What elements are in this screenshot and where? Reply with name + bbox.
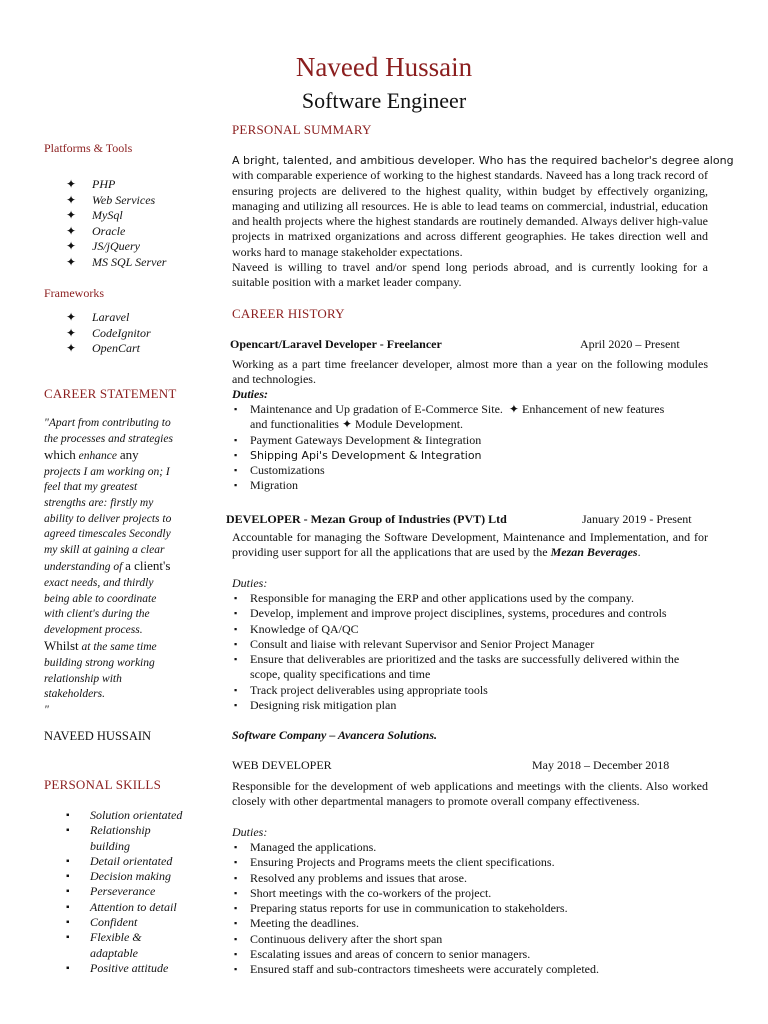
job3-date: May 2018 – December 2018 [532, 758, 670, 772]
platforms-list [66, 177, 206, 270]
square-bullet-icon: ▪ [66, 810, 70, 821]
list-item: ▪ Escalating issues and areas of concern to senior managers. [234, 947, 531, 962]
frameworks-list [66, 310, 206, 357]
list-item: ✦ Web Services [66, 192, 156, 207]
square-bullet-icon: ▪ [66, 901, 70, 913]
skills-list [66, 808, 206, 976]
square-bullet-icon: ▪ [234, 684, 238, 695]
square-bullet-icon: ▪ [234, 449, 238, 460]
square-bullet-icon: ▪ [66, 886, 70, 898]
list-item: ✦ CodeIgnitor [66, 325, 151, 340]
star-bullet-icon: ✦ [66, 192, 77, 207]
square-bullet-icon: ▪ [234, 593, 238, 603]
resume-title: Software Engineer [301, 88, 467, 113]
star-bullet-icon: ✦ [66, 341, 77, 355]
list-item: ✦ PHP [66, 177, 116, 191]
frameworks-heading: Frameworks [44, 286, 104, 300]
list-item: ▪ Perseverance [66, 884, 156, 899]
list-item: ▪ Solution orientated [66, 808, 183, 822]
list-item: ▪ Develop, implement and improve project disciplines, systems, procedures and controls [234, 606, 667, 621]
career-history-heading: CAREER HISTORY [232, 306, 345, 321]
list-item: ▪ Detail orientated [66, 853, 173, 868]
list-item: ▪ Customizations [234, 463, 325, 478]
square-bullet-icon: ▪ [234, 903, 238, 914]
job2-title: DEVELOPER - Mezan Group of Industries (PVT) Ltd [226, 512, 507, 526]
personal-skills-heading: PERSONAL SKILLS [44, 777, 162, 792]
star-bullet-icon: ✦ [66, 254, 77, 269]
job1-duties-list [232, 402, 712, 494]
list-item: ▪ Knowledge of QA/QC [234, 621, 359, 636]
star-bullet-icon: ✦ [508, 402, 519, 416]
square-bullet-icon: ▪ [234, 654, 238, 665]
list-item: ▪ Meeting the deadlines. [234, 916, 359, 931]
square-bullet-icon: ▪ [66, 917, 70, 929]
square-bullet-icon: ▪ [234, 434, 238, 445]
job3-duties-label: Duties: [232, 825, 268, 839]
square-bullet-icon: ▪ [234, 918, 238, 929]
list-item: ▪ Ensured staff and sub-contractors timesheets were accurately completed. [234, 962, 599, 977]
career-statement-text: "Apart from contributing to the processes and strategies which enhance any projects I am working on; I feel that my greatest strengths are: firstly my ability to deliver projects to agreed timescales Secondly my skill at gaining a clear understanding of a client's exact needs, and thirdly being able to coordinate with client's during the development process. Whilst at the same time building strong working relationship with stakeholders. " [44, 417, 173, 716]
square-bullet-icon: ▪ [234, 700, 238, 711]
list-item: ▪ Migration [234, 478, 298, 493]
job1-description: Working as a part time freelancer developer, almost more than a year on the following modules and technologies. [232, 357, 708, 387]
job2-duties-label: Duties: [232, 576, 268, 590]
career-statement-heading: CAREER STATEMENT [44, 386, 177, 401]
square-bullet-icon: ▪ [234, 608, 238, 619]
star-bullet-icon: ✦ [341, 417, 353, 432]
square-bullet-icon: ▪ [66, 871, 70, 883]
list-item: ▪ Ensure that deliverables are prioritized and the tasks are successfully delivered within the scope, quality specifications and time [234, 652, 680, 682]
square-bullet-icon: ▪ [234, 949, 238, 960]
job3-title: WEB DEVELOPER [232, 758, 332, 772]
star-bullet-icon: ✦ [66, 310, 77, 324]
list-item: ▪ Responsible for managing the ERP and other applications used by the company. [234, 591, 635, 605]
list-item: ▪ Preparing status reports for use in communication to stakeholders. [234, 901, 568, 916]
square-bullet-icon: ▪ [234, 857, 238, 868]
star-bullet-icon: ✦ [66, 223, 77, 238]
list-item: ✦ Laravel [66, 310, 130, 324]
square-bullet-icon: ▪ [234, 623, 238, 634]
square-bullet-icon: ▪ [66, 855, 70, 867]
list-item: ✦ OpenCart [66, 341, 140, 355]
list-item: ✦ JS/jQuery [66, 239, 140, 253]
list-item: ▪ Attention to detail [66, 899, 177, 914]
list-item: ▪ Positive attitude [66, 960, 169, 975]
square-bullet-icon: ▪ [66, 932, 70, 944]
square-bullet-icon: ▪ [234, 480, 238, 491]
star-bullet-icon: ✦ [66, 325, 77, 340]
platforms-heading: Platforms & Tools [44, 141, 133, 155]
personal-summary-text: A bright, talented, and ambitious developer. Who has the required bachelor's degree along with comparable experience of working to the highest standards. Naveed has a long track record of ensuring projects are delivered to the highest quality, within budget by effectively organizing, managing and utilizing all resources. He is able to lead teams on commercial, industrial, education and health projects where the highest standards are routinely demanded. Always deliver high-value projects in matrixed organizations and across different geographies. He takes direction well and works hard to manage stakeholder expectations. Naveed is willing to travel and/or spend long periods abroad, and is currently looking for a suitable position with a market leader company. [232, 154, 734, 290]
list-item: ▪ Maintenance and Up gradation of E-Commerce Site. ✦ Enhancement of new features and functionalities ✦ Module Development. [234, 402, 665, 432]
job3-duties-list [232, 840, 712, 978]
list-item: ▪ Flexible & adaptable [66, 930, 142, 960]
list-item: ▪ Payment Gateways Development & Iintegration [234, 432, 482, 447]
list-item: ▪ Resolved any problems and issues that arose. [234, 870, 467, 885]
job1-title: Opencart/Laravel Developer - Freelancer [230, 337, 442, 351]
list-item: ▪ Shipping Api's Development & Integration [234, 448, 482, 462]
square-bullet-icon: ▪ [234, 842, 238, 852]
list-item: ▪ Track project deliverables using appropriate tools [234, 682, 488, 697]
resume-name: Naveed Hussain [295, 52, 473, 82]
square-bullet-icon: ▪ [234, 404, 238, 414]
list-item: ✦ MySql [66, 208, 123, 222]
job1-duties-label: Duties: [232, 387, 268, 401]
job1-date: April 2020 – Present [580, 337, 680, 351]
list-item: ▪ Decision making [66, 869, 171, 884]
list-item: ▪ Designing risk mitigation plan [234, 698, 397, 713]
personal-summary-heading: PERSONAL SUMMARY [232, 122, 372, 137]
list-item: ▪ Consult and liaise with relevant Supervisor and Senior Project Manager [234, 636, 595, 651]
square-bullet-icon: ▪ [234, 638, 238, 649]
square-bullet-icon: ▪ [234, 887, 238, 898]
job3-company: Software Company – Avancera Solutions. [232, 728, 438, 742]
square-bullet-icon: ▪ [234, 933, 238, 944]
job2-date: January 2019 - Present [582, 512, 692, 526]
list-item: ✦ MS SQL Server [66, 254, 167, 269]
list-item: ▪ Ensuring Projects and Programs meets the client specifications. [234, 855, 555, 870]
list-item: ✦ Oracle [66, 223, 126, 238]
square-bullet-icon: ▪ [66, 962, 70, 974]
list-item: ▪ Short meetings with the co-workers of the project. [234, 885, 492, 900]
job2-description: Accountable for managing the Software Development, Maintenance and Implementation, and for providing user support for all the applications that are used by the Mezan Beverages. [232, 530, 708, 560]
square-bullet-icon: ▪ [66, 825, 70, 837]
star-bullet-icon: ✦ [66, 208, 77, 222]
job3-description: Responsible for the development of web applications and meetings with the clients. Also worked closely with other departmental managers to promote overall company effectiveness. [232, 779, 708, 809]
list-item: ▪ Continuous delivery after the short span [234, 931, 443, 946]
signature-name: NAVEED HUSSAIN [44, 729, 152, 743]
square-bullet-icon: ▪ [234, 964, 238, 975]
list-item: ▪ Confident [66, 915, 138, 930]
star-bullet-icon: ✦ [66, 239, 77, 253]
job2-duties-list [232, 591, 712, 713]
square-bullet-icon: ▪ [234, 465, 238, 476]
list-item: ▪ Managed the applications. [234, 840, 377, 854]
list-item: ▪ Relationship building [66, 823, 151, 853]
square-bullet-icon: ▪ [234, 872, 238, 883]
star-bullet-icon: ✦ [66, 177, 77, 191]
